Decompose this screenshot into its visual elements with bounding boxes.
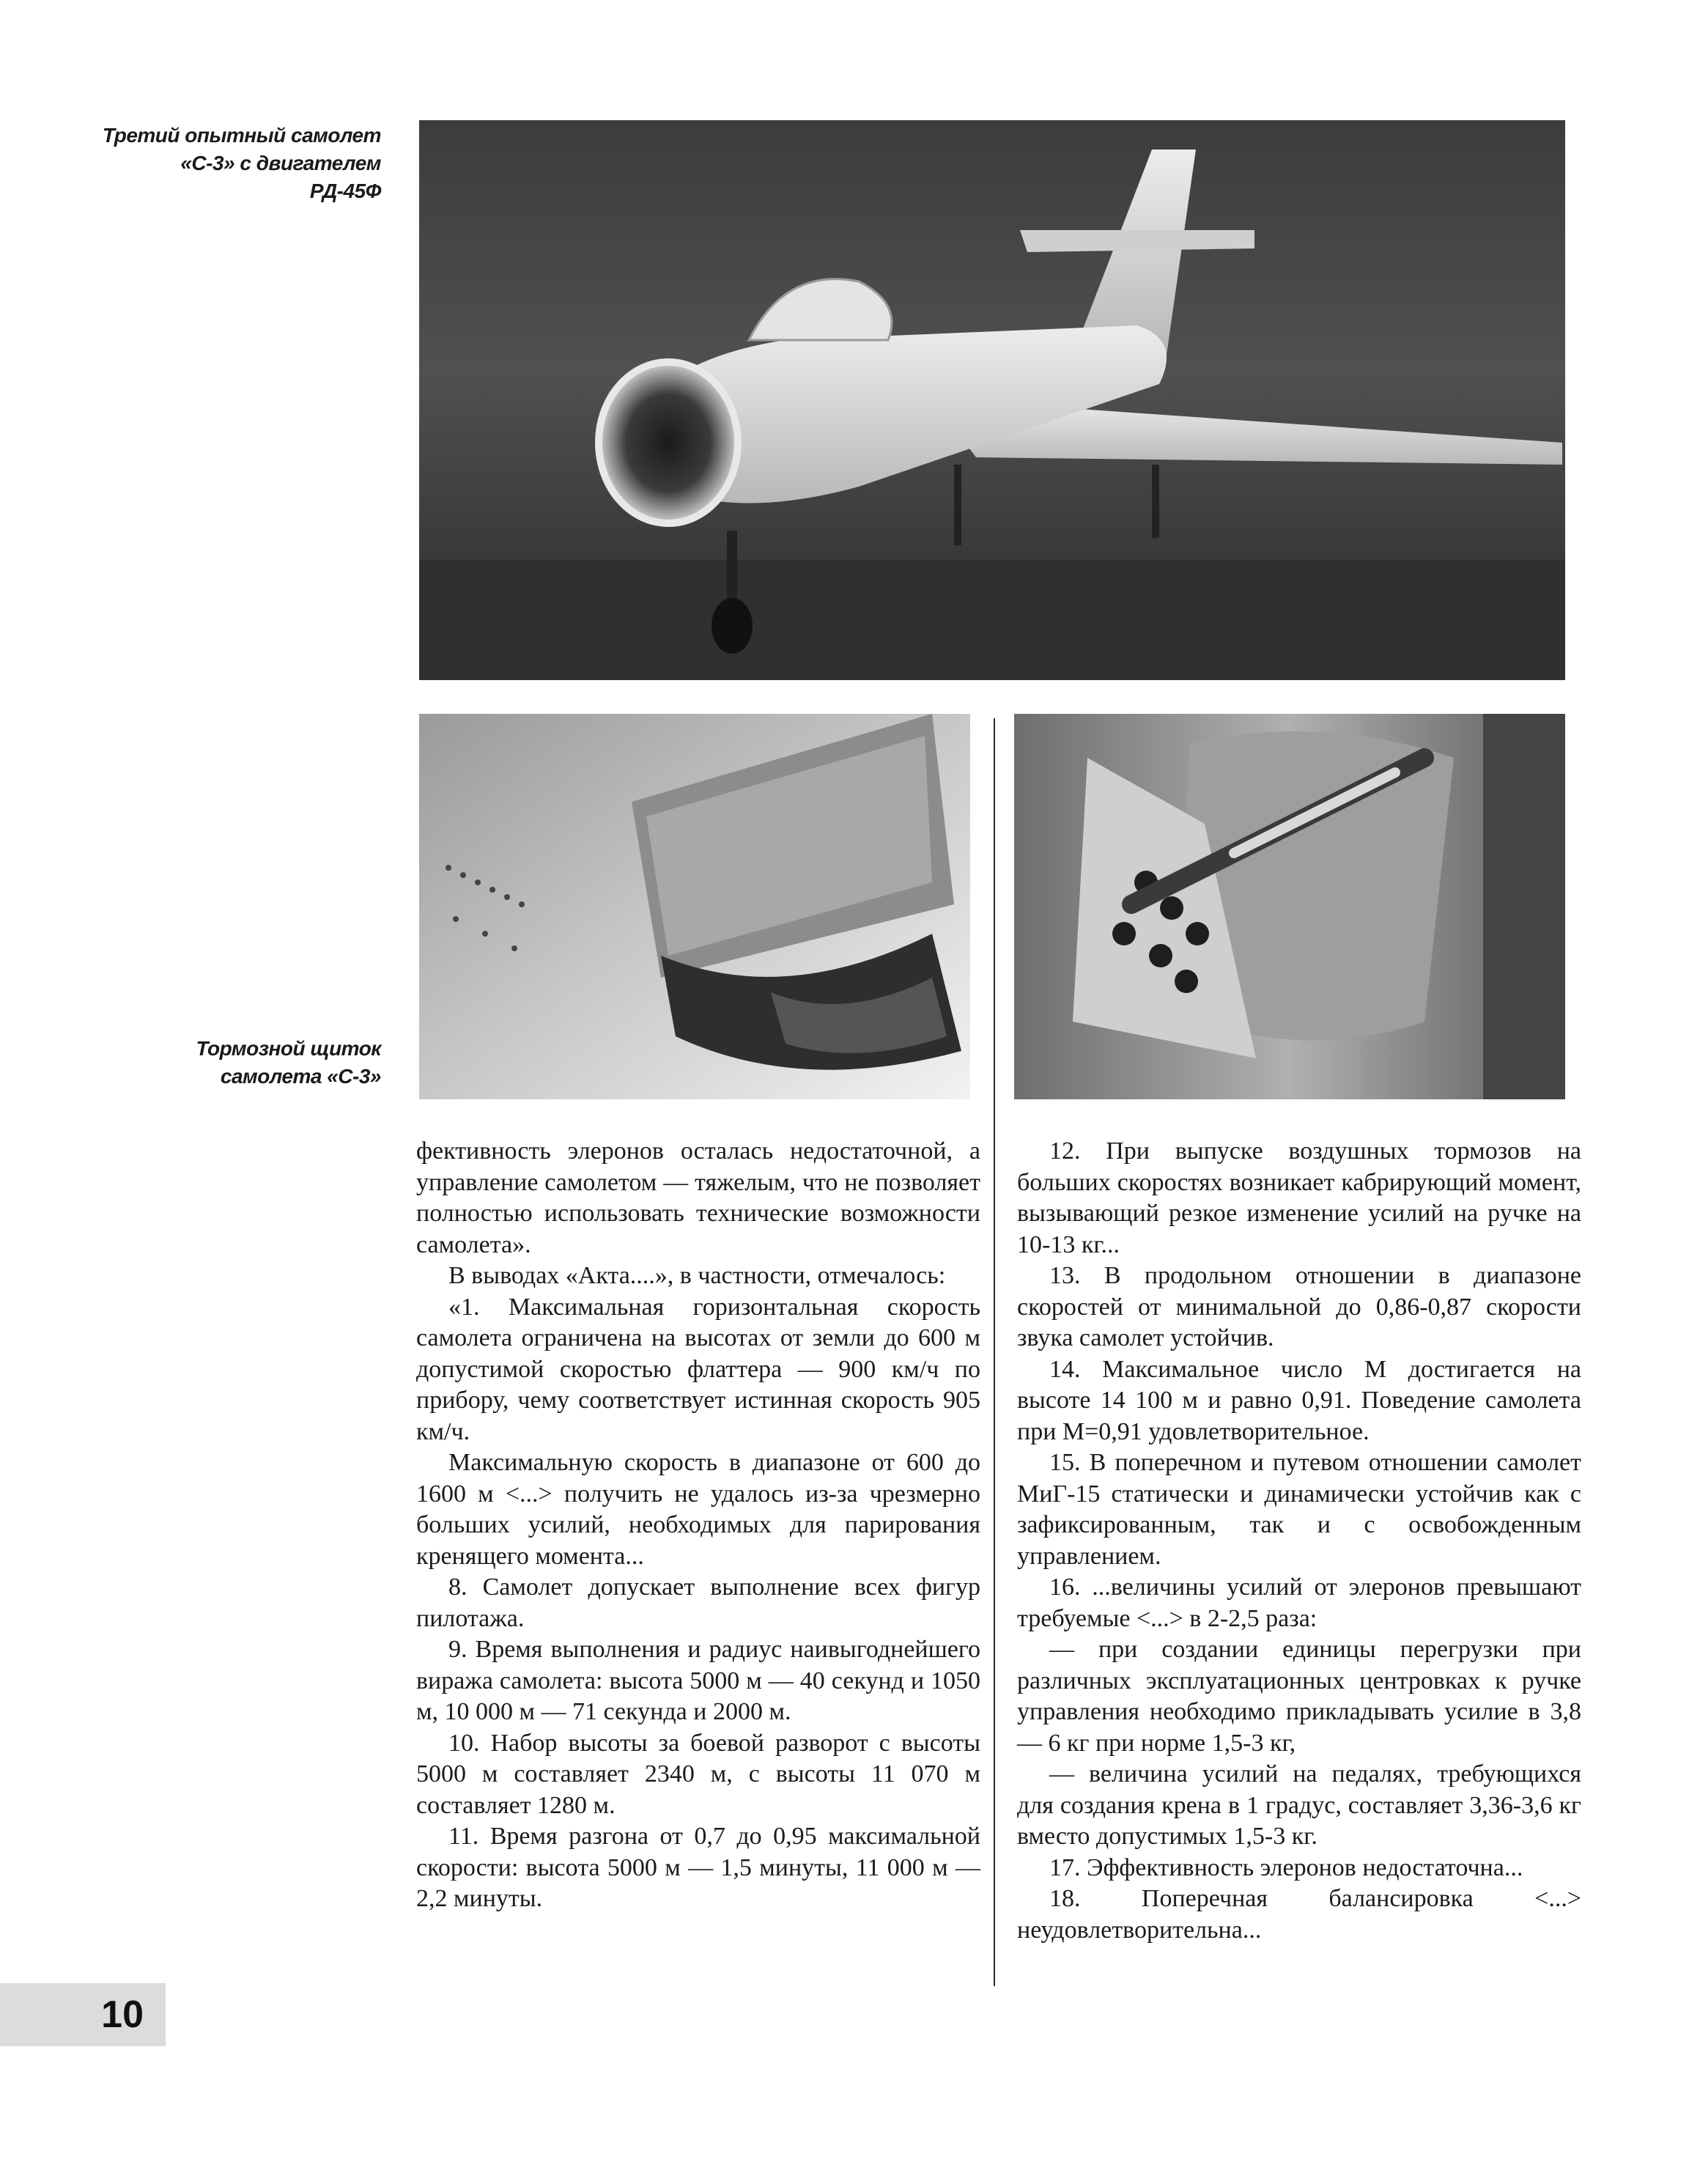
caption-line: «С-3» с двигателем [180, 152, 381, 174]
page-number-box [0, 1983, 166, 2046]
brake-actuator-illustration [1014, 714, 1565, 1099]
paragraph: 14. Максимальное число М достигается на высоте 14 100 м и равно 0,91. Поведение самолета при М=0,91 удовлетворительное. [1017, 1355, 1581, 1445]
aircraft-photo [419, 120, 1565, 680]
brake-flap-photo-left [419, 714, 970, 1099]
page-number: 10 [101, 1993, 144, 2036]
paragraph: В выводах «Акта....», в частности, отмечалось: [448, 1262, 946, 1289]
text-column-left [416, 1136, 980, 1915]
column-divider [994, 718, 995, 1986]
paragraph: — величина усилий на педалях, требующихся для создания крена в 1 градус, составляет 3,36-3,6 кг вместо допустимых 1,5-3 кг. [1017, 1760, 1581, 1850]
paragraph: — при создании единицы перегрузки при различных эксплуатационных центровках к ручке управления необходимо прикладывать усилие в 3,8 — 6 кг при норме 1,5-3 кг, [1017, 1636, 1581, 1757]
paragraph: «1. Максимальная горизонтальная скорость самолета ограничена на высотах от земли до 600 м допустимой скоростью флаттера — 900 км/ч по прибору, чему соответствует истинная скорость 905 км/ч. [416, 1293, 980, 1445]
paragraph: 12. При выпуске воздушных тормозов на больших скоростях возникает кабрирующий момент, вызывающий резкое изменение усилий на ручке на 10-13 кг... [1017, 1137, 1581, 1258]
text-column-right [1017, 1136, 1581, 1946]
paragraph: 17. Эффективность элеронов недостаточна... [1049, 1853, 1523, 1881]
paragraph: Максимальную скорость в диапазоне от 600 до 1600 м <...> получить не удалось из-за чрезмерно больших усилий, необходимых для парирования кренящего момента... [416, 1449, 980, 1570]
paragraph: 11. Время разгона от 0,7 до 0,95 максимальной скорости: высота 5000 м — 1,5 минуты, 11 000 м — 2,2 минуты. [416, 1823, 980, 1912]
paragraph: 8. Самолет допускает выполнение всех фигур пилотажа. [416, 1574, 980, 1632]
paragraph: 13. В продольном отношении в диапазоне скоростей от минимальной до 0,86-0,87 скорости звука самолет устойчив. [1017, 1262, 1581, 1351]
caption-line: Третий опытный самолет [102, 124, 381, 147]
caption-line: Тормозной щиток [196, 1037, 381, 1060]
paragraph: 16. ...величины усилий от элеронов превышают требуемые <...> в 2-2,5 раза: [1017, 1574, 1581, 1632]
caption-line: РД-45Ф [309, 180, 381, 202]
paragraph: 9. Время выполнения и радиус наивыгоднейшего виража самолета: высота 5000 м — 40 секунд и 1050 м, 10 000 м — 71 секунда и 2000 м. [416, 1636, 980, 1725]
aircraft-illustration [419, 120, 1565, 680]
paragraph: 10. Набор высоты за боевой разворот с высоты 5000 м составляет 2340 м, с высоты 11 070 м составляет 1280 м. [416, 1729, 980, 1819]
caption-line: самолета «С-3» [220, 1065, 381, 1088]
paragraph: 15. В поперечном и путевом отношении самолет МиГ-15 статически и динамически устойчив как с зафиксированным, так и с освобожденным управлением. [1017, 1449, 1581, 1570]
paragraph: 18. Поперечная балансировка <...> неудовлетворительна... [1017, 1885, 1581, 1944]
brake-flap-illustration [419, 714, 970, 1099]
brake-actuator-photo-right [1014, 714, 1565, 1099]
paragraph: фективность элеронов осталась недостаточной, а управление самолетом — тяжелым, что не позволяет полностью использовать технические возможности самолета». [416, 1137, 980, 1258]
photo-caption-top [88, 122, 381, 205]
photo-caption-brake [88, 1035, 381, 1091]
